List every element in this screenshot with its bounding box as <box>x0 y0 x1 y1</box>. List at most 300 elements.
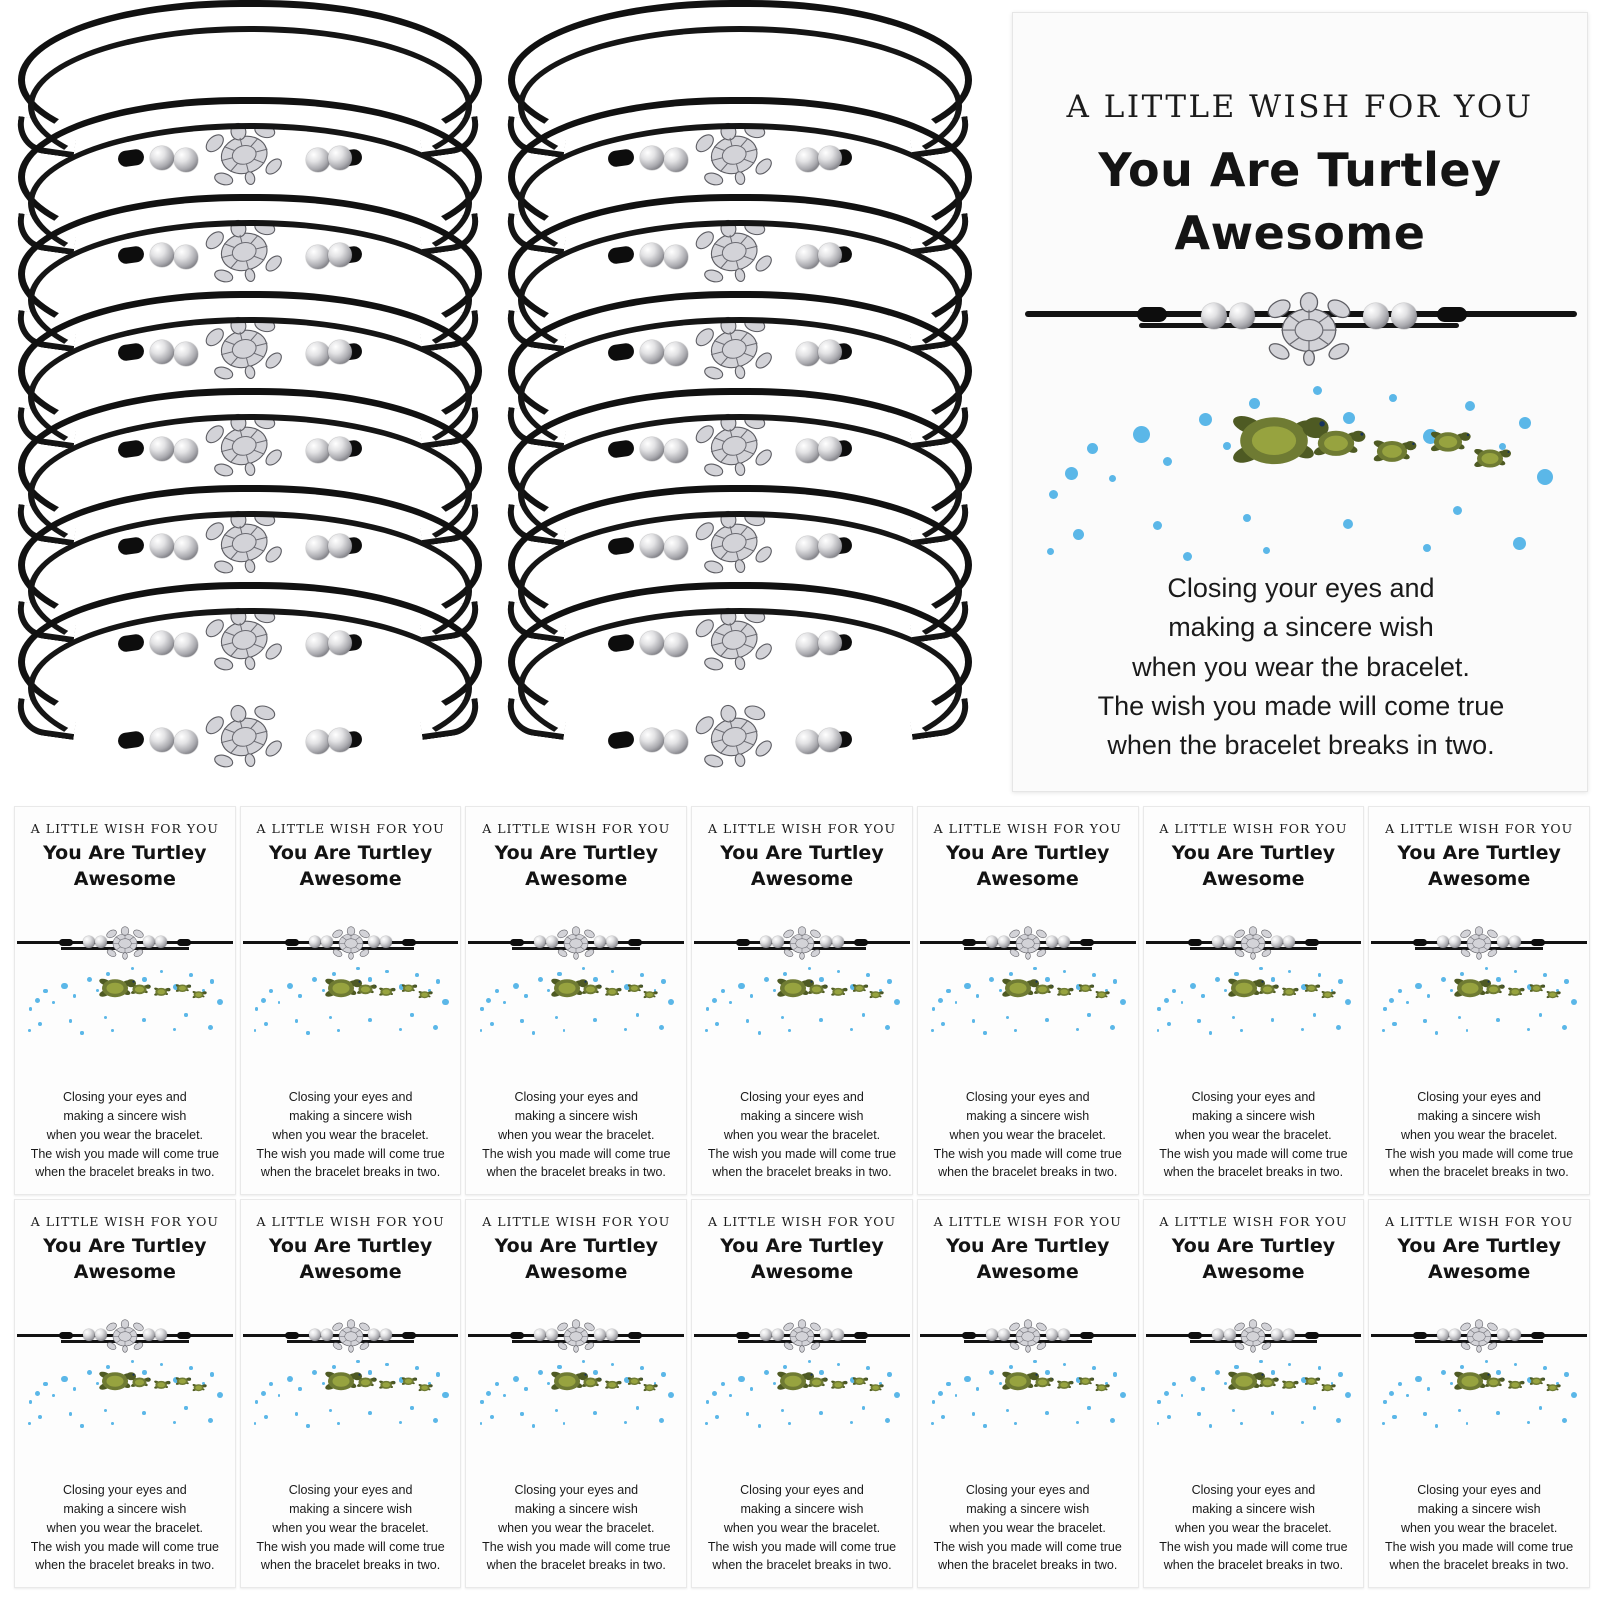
swimming-sea-turtle-icon <box>1318 1381 1337 1395</box>
water-bubbles-icon <box>712 1391 717 1396</box>
card-body-line: The wish you made will come true <box>1159 1146 1348 1161</box>
water-bubbles-icon <box>1045 1411 1049 1415</box>
water-bubbles-icon <box>1197 1412 1200 1415</box>
card-title-line-1: You Are Turtley <box>945 842 1110 864</box>
card-body-line: making a sincere wish <box>1417 1109 1541 1123</box>
water-bubbles-icon <box>721 1382 725 1386</box>
card-body-line: when the bracelet breaks in two. <box>1389 1165 1569 1180</box>
card-body-line: The wish you made will come true <box>707 1146 897 1161</box>
card-title-line-2: Awesome <box>1202 867 1305 890</box>
water-bubbles-icon <box>1519 417 1531 429</box>
ocean-illustration <box>15 959 235 1087</box>
card-title <box>1144 1234 1364 1285</box>
wish-card <box>240 806 462 1195</box>
water-bubbles-icon <box>624 1028 627 1031</box>
card-title-line-2: Awesome <box>750 867 854 890</box>
water-bubbles-icon <box>269 1382 273 1386</box>
bracelet-knot-left <box>736 1332 750 1339</box>
water-bubbles-icon <box>433 1025 438 1030</box>
ocean-illustration <box>1013 365 1588 591</box>
card-title <box>241 841 461 892</box>
swimming-sea-turtle-icon <box>375 984 397 1000</box>
card-body-line: Closing your eyes and <box>740 1483 864 1498</box>
card-title <box>692 1234 912 1285</box>
card-attached-bracelet <box>1369 1322 1589 1352</box>
water-bubbles-icon <box>1087 443 1098 454</box>
bracelet-knot-right <box>1080 939 1094 946</box>
card-body-line: making a sincere wish <box>289 1109 413 1123</box>
water-bubbles-icon <box>887 1372 892 1377</box>
bracelet-knot-left <box>285 939 299 946</box>
bracelet-knot-right <box>628 939 642 946</box>
card-header: A LITTLE WISH FOR YOU <box>1159 821 1348 836</box>
card-body-line: when you wear the bracelet. <box>1400 1127 1558 1142</box>
water-bubbles-icon <box>208 1025 213 1030</box>
water-bubbles-icon <box>931 1029 934 1032</box>
water-bubbles-icon <box>442 1392 448 1398</box>
water-bubbles-icon <box>1465 401 1475 411</box>
water-bubbles-icon <box>850 1421 853 1424</box>
water-bubbles-icon <box>750 1387 753 1390</box>
bracelet-knot-left <box>1137 307 1167 322</box>
water-bubbles-icon <box>73 994 76 997</box>
water-bubbles-icon <box>1092 1366 1096 1370</box>
water-bubbles-icon <box>35 1391 40 1396</box>
water-bubbles-icon <box>887 979 892 984</box>
bracelet-bead <box>1212 1329 1224 1341</box>
water-bubbles-icon <box>433 1418 438 1423</box>
card-body-line: The wish you made will come true <box>933 1146 1122 1161</box>
water-bubbles-icon <box>850 1028 853 1031</box>
card-body-line: when you wear the bracelet. <box>723 1127 881 1142</box>
water-bubbles-icon <box>1183 552 1192 561</box>
card-attached-bracelet <box>15 1322 235 1352</box>
water-bubbles-icon <box>837 1363 840 1366</box>
swimming-sea-turtle-icon <box>1465 441 1515 477</box>
card-attached-bracelet <box>241 1322 461 1352</box>
bracelet-knot-right <box>628 1332 642 1339</box>
card-title-line-1: You Are Turtley <box>43 1235 207 1257</box>
card-body-line: making a sincere wish <box>1191 1109 1315 1123</box>
swimming-sea-turtle-icon <box>1318 988 1337 1002</box>
water-bubbles-icon <box>1389 1391 1394 1396</box>
swimming-sea-turtle-icon <box>1301 419 1371 469</box>
water-bubbles-icon <box>28 1422 31 1425</box>
water-bubbles-icon <box>29 1400 32 1403</box>
water-bubbles-icon <box>278 1394 281 1397</box>
wish-card <box>917 806 1139 1195</box>
water-bubbles-icon <box>1232 1016 1235 1019</box>
card-title <box>918 841 1138 892</box>
card-body-text <box>692 1088 912 1182</box>
water-bubbles-icon <box>1240 1029 1243 1032</box>
water-bubbles-icon <box>495 1382 499 1386</box>
water-bubbles-icon <box>337 1422 340 1425</box>
card-title-line-1: You Are Turtley <box>720 1235 884 1257</box>
bracelet-knot-left <box>59 939 73 946</box>
card-title-line-1: You Are Turtley <box>268 1235 433 1257</box>
water-bubbles-icon <box>217 1392 223 1398</box>
water-bubbles-icon <box>668 1392 674 1398</box>
swimming-sea-turtle-icon <box>1543 988 1562 1002</box>
water-bubbles-icon <box>1313 1013 1316 1016</box>
water-bubbles-icon <box>1157 1007 1160 1010</box>
water-bubbles-icon <box>184 1406 187 1409</box>
water-bubbles-icon <box>264 1022 268 1026</box>
water-bubbles-icon <box>946 989 950 993</box>
bracelet-bead <box>1212 936 1224 948</box>
card-body-line: Closing your eyes and <box>1167 573 1435 604</box>
water-bubbles-icon <box>254 1422 257 1425</box>
water-bubbles-icon <box>503 1394 506 1397</box>
water-bubbles-icon <box>1453 506 1462 515</box>
swimming-sea-turtle-icon <box>1278 984 1300 1000</box>
water-bubbles-icon <box>781 1409 784 1412</box>
water-bubbles-icon <box>1485 1360 1488 1363</box>
water-bubbles-icon <box>111 1029 114 1032</box>
bracelet-bead <box>306 730 330 754</box>
water-bubbles-icon <box>1466 1029 1469 1032</box>
card-body-line: making a sincere wish <box>514 1109 638 1123</box>
card-title-line-2: Awesome <box>73 1260 176 1283</box>
water-bubbles-icon <box>490 1022 494 1026</box>
card-body-line: Closing your eyes and <box>965 1483 1090 1498</box>
water-bubbles-icon <box>729 1001 732 1004</box>
water-bubbles-icon <box>217 999 223 1005</box>
card-body-line: Closing your eyes and <box>288 1483 413 1498</box>
water-bubbles-icon <box>932 1007 935 1010</box>
water-bubbles-icon <box>1562 1025 1567 1030</box>
water-bubbles-icon <box>972 1412 975 1415</box>
water-bubbles-icon <box>1172 989 1176 993</box>
water-bubbles-icon <box>80 1031 83 1034</box>
water-bubbles-icon <box>808 1360 811 1363</box>
water-bubbles-icon <box>486 1391 491 1396</box>
bracelet-cord-tail <box>908 698 972 740</box>
card-body-line: when you wear the bracelet. <box>949 1127 1106 1142</box>
card-title-line-1: You Are Turtley <box>268 842 433 864</box>
bracelet-bead <box>1391 303 1417 329</box>
water-bubbles-icon <box>295 1019 298 1022</box>
water-bubbles-icon <box>1014 1422 1017 1425</box>
water-bubbles-icon <box>1562 1418 1567 1423</box>
ocean-illustration <box>918 1352 1138 1480</box>
bracelet-bead <box>832 936 844 948</box>
card-header: A LITTLE WISH FOR YOU <box>30 1214 219 1229</box>
swimming-sea-turtle-icon <box>866 1381 885 1395</box>
card-header: A LITTLE WISH FOR YOU <box>256 821 445 836</box>
water-bubbles-icon <box>983 1031 986 1034</box>
card-header: A LITTLE WISH FOR YOU <box>707 821 897 836</box>
card-header: A LITTLE WISH FOR YOU <box>256 1214 445 1229</box>
card-title-line-2: Awesome <box>976 867 1079 890</box>
water-bubbles-icon <box>1496 1018 1500 1022</box>
ocean-illustration <box>1144 959 1364 1087</box>
swimming-sea-turtle-icon <box>640 988 659 1002</box>
ocean-illustration <box>1144 1352 1364 1480</box>
water-bubbles-icon <box>38 1415 42 1419</box>
water-bubbles-icon <box>1190 1376 1197 1383</box>
card-body-line: when the bracelet breaks in two. <box>1163 1558 1344 1573</box>
card-body-line: when the bracelet breaks in two. <box>260 1165 441 1180</box>
card-body-line: when the bracelet breaks in two. <box>1107 729 1495 760</box>
card-title-line-2: Awesome <box>1174 206 1426 261</box>
bracelet-bead <box>83 1329 95 1341</box>
water-bubbles-icon <box>1133 426 1150 443</box>
water-bubbles-icon <box>495 989 499 993</box>
water-bubbles-icon <box>73 1387 76 1390</box>
card-body-text <box>1144 1481 1364 1575</box>
water-bubbles-icon <box>1076 1028 1079 1031</box>
water-bubbles-icon <box>1120 1392 1126 1398</box>
water-bubbles-icon <box>520 1019 523 1022</box>
card-body-line: The wish you made will come true <box>256 1146 445 1161</box>
swimming-sea-turtle-icon <box>1092 1381 1111 1395</box>
water-bubbles-icon <box>705 1029 708 1032</box>
water-bubbles-icon <box>1172 1382 1176 1386</box>
water-bubbles-icon <box>298 994 301 997</box>
water-bubbles-icon <box>1157 1422 1160 1425</box>
water-bubbles-icon <box>410 1406 413 1409</box>
card-title-line-2: Awesome <box>73 867 176 890</box>
bracelet-bead <box>174 730 198 754</box>
water-bubbles-icon <box>35 998 40 1003</box>
water-bubbles-icon <box>1571 999 1577 1005</box>
bracelet-knot-right <box>854 939 868 946</box>
water-bubbles-icon <box>1496 1411 1500 1415</box>
swimming-sea-turtle-icon <box>150 984 172 1000</box>
water-bubbles-icon <box>1537 469 1553 485</box>
water-bubbles-icon <box>524 1387 527 1390</box>
water-bubbles-icon <box>1539 1406 1542 1409</box>
bracelet-knot-right <box>1305 1332 1319 1339</box>
card-title-line-2: Awesome <box>1428 1260 1531 1283</box>
swimming-sea-turtle-icon <box>1504 984 1526 1000</box>
water-bubbles-icon <box>1338 979 1343 984</box>
card-header: A LITTLE WISH FOR YOU <box>1385 821 1574 836</box>
water-bubbles-icon <box>885 1418 890 1423</box>
water-bubbles-icon <box>264 1415 268 1419</box>
card-title-line-1: You Are Turtley <box>494 1235 658 1257</box>
water-bubbles-icon <box>738 1376 745 1383</box>
card-body-text <box>692 1481 912 1575</box>
water-bubbles-icon <box>862 1406 865 1409</box>
water-bubbles-icon <box>1113 979 1118 984</box>
water-bubbles-icon <box>1514 1363 1517 1366</box>
water-bubbles-icon <box>337 1029 340 1032</box>
water-bubbles-icon <box>1232 1409 1235 1412</box>
card-title-line-1: You Are Turtley <box>1397 1235 1561 1257</box>
water-bubbles-icon <box>659 1418 664 1423</box>
water-bubbles-icon <box>356 967 359 970</box>
card-body-line: The wish you made will come true <box>482 1539 671 1554</box>
water-bubbles-icon <box>712 998 717 1003</box>
water-bubbles-icon <box>415 973 419 977</box>
water-bubbles-icon <box>1092 973 1096 977</box>
card-body-line: The wish you made will come true <box>1159 1539 1348 1554</box>
water-bubbles-icon <box>210 979 215 984</box>
card-body-line: when the bracelet breaks in two. <box>486 1165 666 1180</box>
bracelet-bead <box>986 1329 998 1341</box>
bracelet-knot-left <box>510 939 524 946</box>
water-bubbles-icon <box>1382 1422 1385 1425</box>
card-body-line: making a sincere wish <box>740 1109 864 1123</box>
water-bubbles-icon <box>1259 1360 1262 1363</box>
water-bubbles-icon <box>1087 1406 1090 1409</box>
card-body-text <box>466 1481 686 1575</box>
bracelet-knot-right <box>402 939 416 946</box>
water-bubbles-icon <box>1109 475 1116 482</box>
swimming-sea-turtle-icon <box>150 1377 172 1393</box>
card-attached-bracelet <box>918 1322 1138 1352</box>
card-attached-bracelet <box>1019 289 1583 359</box>
ocean-illustration <box>466 959 686 1087</box>
wish-card-featured <box>1012 12 1588 792</box>
water-bubbles-icon <box>746 1019 749 1022</box>
card-title-line-2: Awesome <box>299 1260 402 1283</box>
water-bubbles-icon <box>1259 967 1262 970</box>
water-bubbles-icon <box>1389 998 1394 1003</box>
bracelet-bead <box>664 730 688 754</box>
card-body-line: The wish you made will come true <box>256 1539 445 1554</box>
water-bubbles-icon <box>52 1394 55 1397</box>
wish-card <box>691 806 913 1195</box>
card-header: A LITTLE WISH FOR YOU <box>933 821 1122 836</box>
water-bubbles-icon <box>1006 1409 1009 1412</box>
bracelet-bead <box>1363 303 1389 329</box>
water-bubbles-icon <box>563 1029 566 1032</box>
water-bubbles-icon <box>1181 1394 1184 1397</box>
water-bubbles-icon <box>706 1007 709 1010</box>
water-bubbles-icon <box>1527 1421 1530 1424</box>
water-bubbles-icon <box>486 998 491 1003</box>
water-bubbles-icon <box>972 1019 975 1022</box>
water-bubbles-icon <box>837 970 840 973</box>
water-bubbles-icon <box>1345 999 1351 1005</box>
bracelet-bead <box>1509 936 1521 948</box>
water-bubbles-icon <box>964 983 971 990</box>
ocean-illustration <box>1369 959 1589 1087</box>
water-bubbles-icon <box>1383 1007 1386 1010</box>
card-body-line: Closing your eyes and <box>514 1090 639 1105</box>
water-bubbles-icon <box>640 973 644 977</box>
water-bubbles-icon <box>385 1363 388 1366</box>
water-bubbles-icon <box>819 1411 823 1415</box>
water-bubbles-icon <box>1243 514 1251 522</box>
water-bubbles-icon <box>1539 1013 1542 1016</box>
water-bubbles-icon <box>885 1025 890 1030</box>
card-body-text <box>241 1088 461 1182</box>
card-title <box>241 1234 461 1285</box>
water-bubbles-icon <box>329 1016 332 1019</box>
water-bubbles-icon <box>1076 1421 1079 1424</box>
water-bubbles-icon <box>189 1366 193 1370</box>
water-bubbles-icon <box>1435 1031 1438 1034</box>
card-body-line: making a sincere wish <box>966 1502 1090 1516</box>
bracelet-knot-left <box>1413 939 1427 946</box>
water-bubbles-icon <box>1014 1029 1017 1032</box>
water-bubbles-icon <box>1209 1424 1212 1427</box>
card-header: A LITTLE WISH FOR YOU <box>707 1214 897 1229</box>
card-body-text <box>1013 569 1588 765</box>
water-bubbles-icon <box>480 1029 483 1032</box>
swimming-sea-turtle-icon <box>1363 431 1421 473</box>
water-bubbles-icon <box>1271 1411 1275 1415</box>
card-title <box>918 1234 1138 1285</box>
water-bubbles-icon <box>38 1022 42 1026</box>
water-bubbles-icon <box>1110 1025 1115 1030</box>
card-body-line: Closing your eyes and <box>740 1090 864 1105</box>
card-body-line: Closing your eyes and <box>1191 1483 1316 1498</box>
card-body-line: The wish you made will come true <box>1384 1146 1574 1161</box>
water-bubbles-icon <box>1113 1372 1118 1377</box>
water-bubbles-icon <box>173 1421 176 1424</box>
card-body-line: when you wear the bracelet. <box>1132 651 1470 682</box>
water-bubbles-icon <box>1415 1376 1422 1383</box>
card-body-text <box>15 1088 235 1182</box>
bracelet-bead <box>1201 303 1227 329</box>
wish-card <box>14 806 236 1195</box>
water-bubbles-icon <box>436 1372 441 1377</box>
water-bubbles-icon <box>1167 1022 1171 1026</box>
water-bubbles-icon <box>1564 979 1569 984</box>
water-bubbles-icon <box>721 989 725 993</box>
water-bubbles-icon <box>1197 1019 1200 1022</box>
water-bubbles-icon <box>399 1421 402 1424</box>
water-bubbles-icon <box>1063 1363 1066 1366</box>
card-body-line: making a sincere wish <box>63 1109 187 1123</box>
water-bubbles-icon <box>1336 1025 1341 1030</box>
swimming-sea-turtle-icon <box>640 1381 659 1395</box>
ocean-illustration <box>466 1352 686 1480</box>
water-bubbles-icon <box>356 1360 359 1363</box>
water-bubbles-icon <box>706 1400 709 1403</box>
bracelet-knot-left <box>1188 939 1202 946</box>
water-bubbles-icon <box>255 1400 258 1403</box>
water-bubbles-icon <box>278 1001 281 1004</box>
water-bubbles-icon <box>1288 1363 1291 1366</box>
water-bubbles-icon <box>1045 1018 1049 1022</box>
card-body-text <box>1369 1088 1589 1182</box>
bracelet-cord-tail <box>14 698 78 740</box>
card-body-line: making a sincere wish <box>63 1502 187 1516</box>
card-body-line: when you wear the bracelet. <box>498 1127 655 1142</box>
water-bubbles-icon <box>160 1363 163 1366</box>
water-bubbles-icon <box>1301 1421 1304 1424</box>
water-bubbles-icon <box>52 1001 55 1004</box>
water-bubbles-icon <box>368 1411 372 1415</box>
water-bubbles-icon <box>142 1411 146 1415</box>
water-bubbles-icon <box>941 1415 945 1419</box>
water-bubbles-icon <box>1345 1392 1351 1398</box>
water-bubbles-icon <box>1398 1382 1402 1386</box>
bracelet-knot-left <box>1188 1332 1202 1339</box>
wish-card <box>1143 1199 1365 1588</box>
water-bubbles-icon <box>1318 973 1322 977</box>
card-body-line: when the bracelet breaks in two. <box>1163 1165 1344 1180</box>
card-body-line: making a sincere wish <box>966 1109 1090 1123</box>
water-bubbles-icon <box>1466 1422 1469 1425</box>
sea-turtle-charm-icon <box>1255 281 1363 377</box>
water-bubbles-icon <box>69 1412 72 1415</box>
water-bubbles-icon <box>788 1422 791 1425</box>
water-bubbles-icon <box>1153 521 1162 530</box>
card-body-line: The wish you made will come true <box>30 1146 219 1161</box>
card-body-line: making a sincere wish <box>289 1502 413 1516</box>
water-bubbles-icon <box>624 1421 627 1424</box>
water-bubbles-icon <box>946 1382 950 1386</box>
water-bubbles-icon <box>532 1031 535 1034</box>
